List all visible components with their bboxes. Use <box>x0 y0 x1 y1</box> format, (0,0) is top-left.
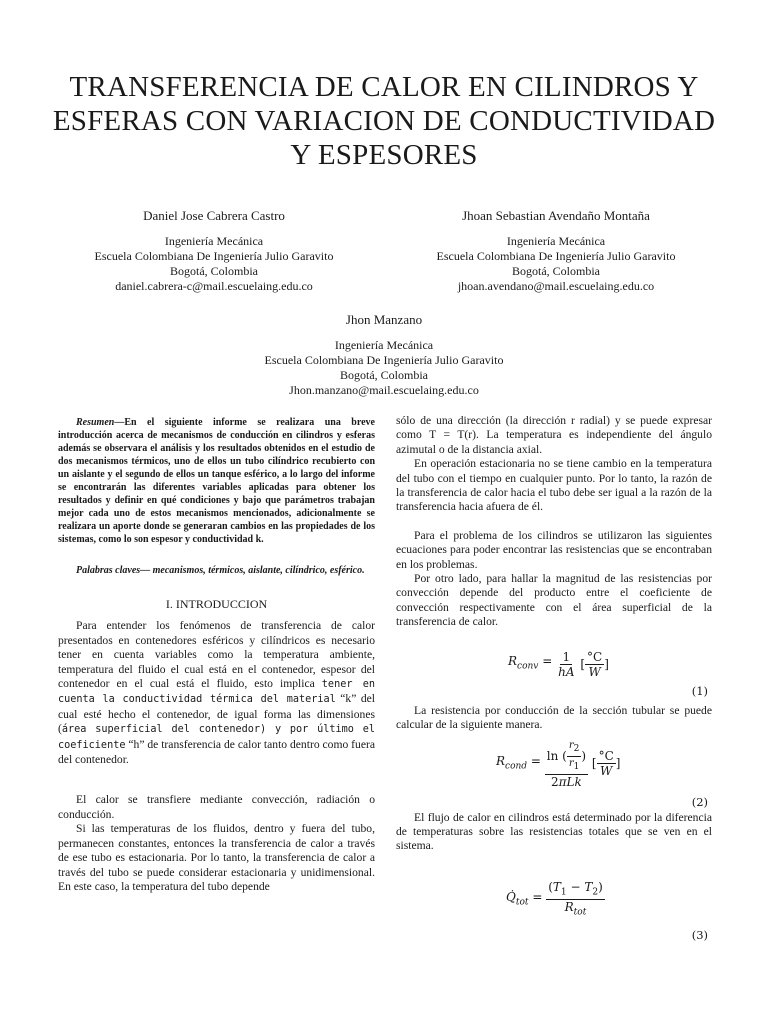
abstract <box>58 416 375 546</box>
author-dept: Ingeniería Mecánica <box>334 338 434 352</box>
section-heading-introduccion: I. INTRODUCCION <box>165 597 268 611</box>
equation-number: (1) <box>691 683 708 698</box>
body-paragraph-5: La resistencia por conducción de la sección tubular se puede calcular de la siguiente manera. <box>396 703 712 732</box>
text-run: “h” de transferencia de calor tanto dentro como fuera del contenedor. <box>58 737 375 767</box>
left-column <box>58 416 375 894</box>
author-email: Jhon.manzano@mail.escuelaing.edu.co <box>289 383 479 397</box>
author-block-1 <box>64 208 364 294</box>
unit-bottom: W <box>588 664 601 679</box>
body-paragraph-2: En operación estacionaria no se tiene cambio en la temperatura del tubo con el tiempo en cualquier punto. Por lo tanto, la razón de la transferencia de calor hacia el tubo debe ser igual a la razón de la transferencia hacia afuera de él. <box>396 457 712 514</box>
unit-top: °C <box>598 749 614 763</box>
right-column <box>396 414 712 942</box>
author-name: Jhon Manzano <box>345 312 423 327</box>
intro-paragraph-1 <box>58 619 375 767</box>
author-email: jhoan.avendano@mail.escuelaing.edu.co <box>457 279 655 293</box>
equation-number: (3) <box>691 927 708 942</box>
author-block-2 <box>396 208 716 294</box>
equation-3 <box>396 862 712 942</box>
body-paragraph-6: El flujo de calor en cilindros está determinado por la diferencia de temperaturas sobre las resistencias totales que se ven en el sistema. <box>396 810 712 853</box>
body-paragraph-3: Para el problema de los cilindros se utilizaron las siguientes ecuaciones para poder encontrar las resistencias que se encontraban en los problemas. <box>396 528 712 571</box>
keywords: Palabras claves— mecanismos, térmicos, aislante, cilíndrico, esférico. <box>76 565 365 576</box>
unit-bottom: W <box>599 764 613 778</box>
author-name: Daniel Jose Cabrera Castro <box>143 208 285 223</box>
intro-paragraph-3: Si las temperaturas de los fluidos, dentro y fuera del tubo, permanecen constantes, entonces la transferencia de calor a través de ese tubo es estacionaria. Por lo tanto, la transferencia de calor a través del tubo se puede considerar estacionaria y unidimensional. En este caso, la temperatura del tubo depende <box>58 822 375 893</box>
text-run: “k” del cual esté hecho el contenedor, de igual forma las dimensiones ( <box>58 692 375 736</box>
abstract-label: Resumen <box>76 417 115 428</box>
abstract-text: —En el siguiente informe se realizara una breve introducción acerca de mecanismos de conducción en cilindros y esferas además se observara el análisis y los resultados obtenidos en el estudio de dos mecanismos térmicos, uno de ellos un tubo cilíndrico recubierto con un aislante y el segundo de ellos un tanque esférico, a lo largo del informe se encontrarán las diferentes variables aplicadas para obtener los resultados y definir en qué condiciones y bajo que parámetros trabajan mejor cada uno de estos mecanismos mencionados, adicionalmente se realizara un aporte donde se generaran cambios en las propiedades de los sistemas, como lo son espesor y conductividad k. <box>58 417 375 545</box>
equation-number: (2) <box>691 794 708 809</box>
author-city: Bogotá, Colombia <box>340 368 428 382</box>
text-run: Para entender los fenómenos de transferencia de calor presentados en contenedores esféricos y cilíndricos es necesario tener en cuenta variables como la temperatura ambiente, temperatura del fluido el cual está en el contenedor, espesor del contenedor en el cual está el fluido, esto implica <box>58 619 375 691</box>
author-city: Bogotá, Colombia <box>170 264 258 278</box>
author-dept: Ingeniería Mecánica <box>506 234 606 248</box>
equation-1 <box>396 642 712 704</box>
body-paragraph-4: Por otro lado, para hallar la magnitud de las resistencias por convección depende del producto entre el coeficiente de convección respectivamente con el área superficial de la transferencia de calor. <box>396 572 712 629</box>
author-school: Escuela Colombiana De Ingeniería Julio Garavito <box>94 249 334 263</box>
unit-top: °C <box>587 649 603 664</box>
paper-title: TRANSFERENCIA DE CALOR EN CILINDROS Y ESFERAS CON VARIACION DE CONDUCTIVIDAD Y ESPESORES <box>52 71 716 171</box>
equation-2-body: $R_{cond}$ = ln ( $\frac{r_2}{r_1}$ ) 2πLk [ $\frac{^\circ C}{W}$ ] <box>496 739 621 789</box>
body-paragraph-1: sólo de una dirección (la dirección r radial) y se puede expresar como T = T(r). La temperatura es independiente del ángulo azimutal o de la distancia axial. <box>396 414 712 456</box>
text-run-mono: área superficial del contenedor) y por último el coeficiente <box>58 724 375 751</box>
text-run-mono: tener en cuenta la conductividad térmica del material <box>58 679 375 706</box>
author-school: Escuela Colombiana De Ingeniería Julio Garavito <box>436 249 676 263</box>
author-school: Escuela Colombiana De Ingeniería Julio Garavito <box>264 353 504 367</box>
author-email: daniel.cabrera-c@mail.escuelaing.edu.co <box>115 279 313 293</box>
author-block-3 <box>234 312 534 398</box>
author-dept: Ingeniería Mecánica <box>164 234 264 248</box>
author-name: Jhoan Sebastian Avendaño Montaña <box>462 208 650 223</box>
intro-paragraph-2: El calor se transfiere mediante convección, radiación o conducción. <box>58 793 375 821</box>
author-city: Bogotá, Colombia <box>512 264 600 278</box>
equation-1-body: $R_{conv}$ = $\frac{1}{hA}$ [ $\frac{^\circ C}{W}$ ] <box>508 649 609 679</box>
equation-2 <box>396 733 712 811</box>
equation-3-body: $Q̇_{tot}$ = $\frac{(T_1 - T_2)}{R_{tot}}$ <box>506 879 603 918</box>
